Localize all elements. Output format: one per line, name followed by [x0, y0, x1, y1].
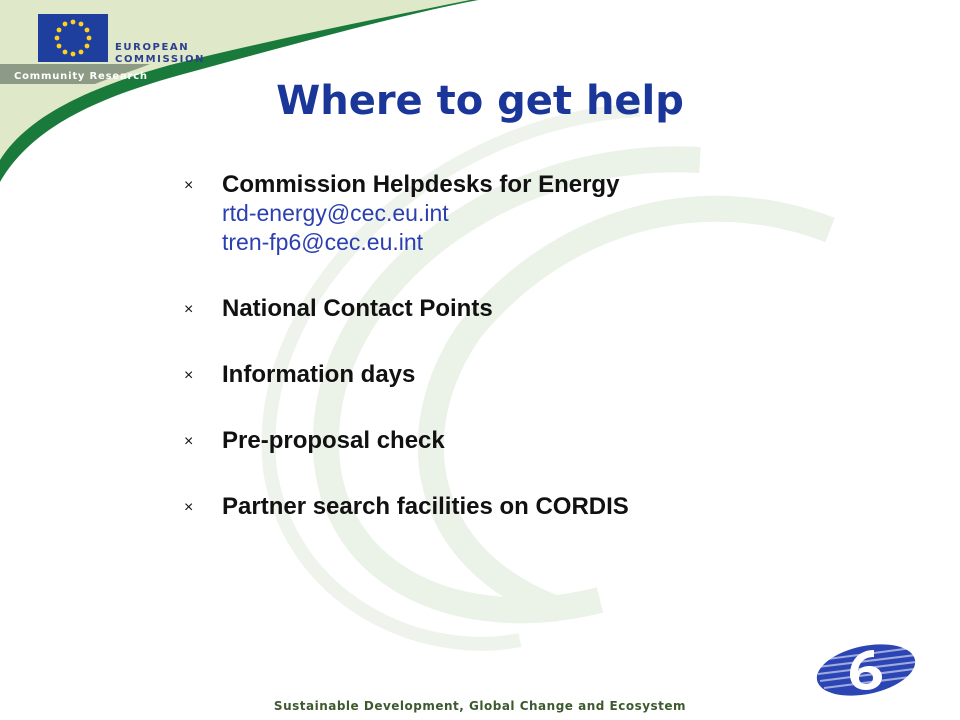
bullet-text: Commission Helpdesks for Energy: [222, 171, 620, 198]
bullet-marker-icon: ×: [184, 367, 194, 384]
header-subtitle: Community Research: [14, 71, 148, 82]
email-link-tren[interactable]: tren-fp6@cec.eu.int: [222, 229, 424, 255]
org-name-line2: COMMISSION: [115, 54, 206, 65]
bullet-marker-icon: ×: [184, 177, 194, 194]
fp6-logo-icon: [812, 640, 920, 698]
bullet-marker-icon: ×: [184, 301, 194, 318]
bullet-text: Pre-proposal check: [222, 427, 445, 454]
slide-title: Where to get help: [276, 78, 684, 124]
bullet-pre-proposal-check: [184, 426, 804, 455]
bullet-helpdesks: [184, 170, 804, 257]
bullet-list: [184, 170, 804, 521]
bullet-text: National Contact Points: [222, 295, 493, 322]
email-link-rtd[interactable]: rtd-energy@cec.eu.int: [222, 200, 449, 226]
bullet-marker-icon: ×: [184, 499, 194, 516]
eu-flag-icon: [38, 14, 108, 62]
bullet-national-contact-points: [184, 294, 804, 323]
bullet-information-days: [184, 360, 804, 389]
bullet-text: Partner search facilities on CORDIS: [222, 493, 629, 520]
bullet-partner-search: [184, 492, 804, 521]
bullet-text: Information days: [222, 361, 416, 388]
footer-text: Sustainable Development, Global Change and Ecosystem: [273, 699, 687, 713]
bullet-marker-icon: ×: [184, 433, 194, 450]
org-name-line1: EUROPEAN: [115, 42, 190, 53]
